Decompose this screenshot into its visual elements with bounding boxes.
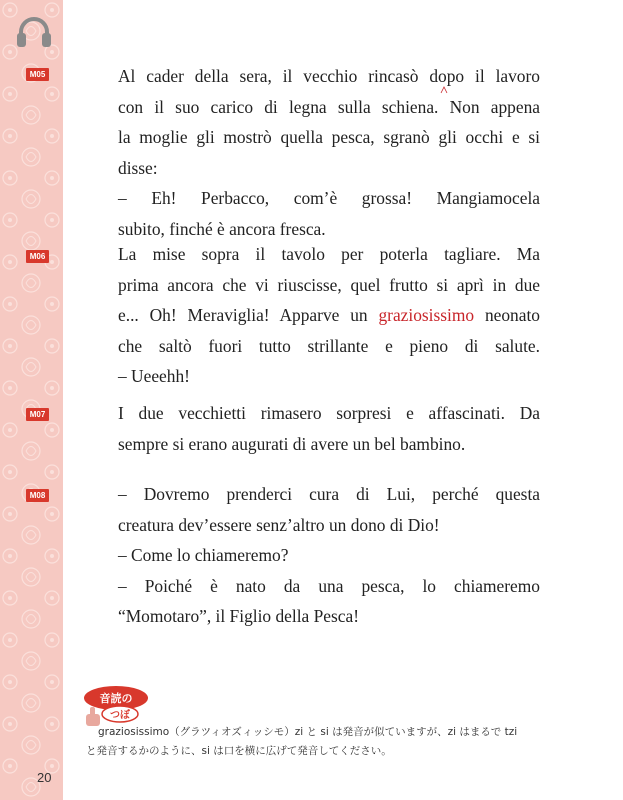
audio-track-m05[interactable]: M05 [26, 68, 49, 81]
note-line: と発音するかのように、si は口を横に広げて発音してください。 [86, 745, 392, 757]
badge-title: 音読の [99, 692, 133, 705]
text-line: I due vecchietti rimasero sorpresi e affascinati. Da [118, 403, 540, 423]
text-segment: e... Oh! Meraviglia! Apparve un [118, 305, 379, 326]
headphones-icon [15, 14, 53, 50]
audio-track-m07[interactable]: M07 [26, 408, 49, 421]
paragraph-m07 [118, 398, 540, 459]
paragraph-m08 [118, 479, 540, 632]
highlighted-word: graziosissimo [378, 305, 475, 326]
text-line: creatura dev’essere senz’altro un dono di Dio! [118, 514, 440, 535]
text-line [118, 300, 540, 331]
text-line: sempre si erano augurati di avere un bel bambino. [118, 433, 466, 454]
badge-subtitle: つぼ [110, 710, 130, 721]
text-line: subito, finché è ancora fresca. [118, 218, 326, 239]
text-line: con il suo carico di legna sulla schiena. Non appena [118, 96, 540, 117]
note-line: graziosissimo（グラツィオズィッシモ）zi と si は発音が似ていますが、zi はまるで tzi [98, 726, 518, 738]
text-line: che saltò fuori tutto strillante e pieno di salute. [118, 335, 540, 356]
text-line: – Poiché è nato da una pesca, lo chiameremo [118, 575, 540, 596]
text-line: – Ueeehh! [118, 366, 190, 387]
text-line: disse: [118, 157, 158, 178]
text-line: – Come lo chiameremo? [118, 545, 289, 566]
floral-pattern [0, 0, 63, 800]
text-line: Al cader della sera, il vecchio rincasò dopo il lavoro [118, 66, 540, 86]
audio-track-m06[interactable]: M06 [26, 250, 49, 263]
text-line: – Dovremo prenderci cura di Lui, perché questa [118, 484, 540, 504]
pronunciation-note [86, 723, 550, 761]
sidebar [0, 0, 63, 800]
paragraph-m06 [118, 239, 540, 392]
text-line: prima ancora che vi riuscisse, quel frutto si aprì in due [118, 274, 540, 295]
text-line: – Eh! Perbacco, com’è grossa! Mangiamocela [118, 188, 540, 209]
text-line: La mise sopra il tavolo per poterla tagliare. Ma [118, 244, 540, 264]
text-line: “Momotaro”, il Figlio della Pesca! [118, 606, 359, 627]
text-segment: neonato [474, 305, 540, 326]
audio-track-m08[interactable]: M08 [26, 489, 49, 502]
page-number: 20 [37, 770, 52, 785]
paragraph-m05 [118, 61, 540, 245]
text-line: la moglie gli mostrò quella pesca, sgranò gli occhi e si [118, 127, 540, 148]
